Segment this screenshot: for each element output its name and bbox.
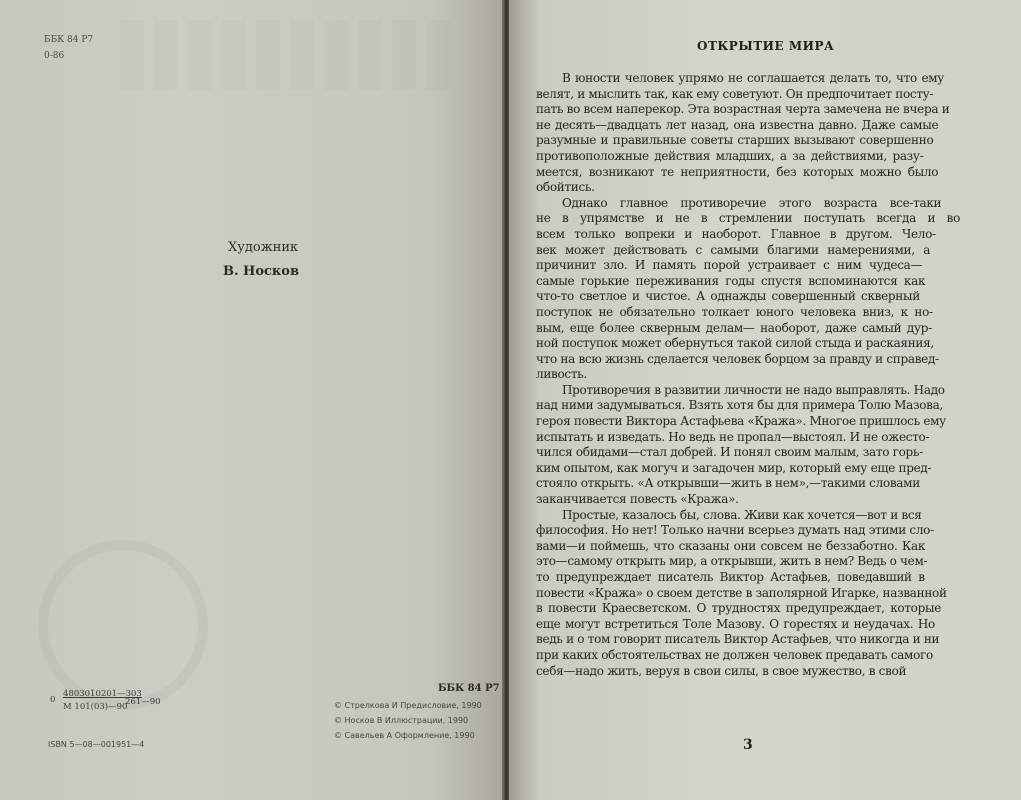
author-code-top: 0-86 [44, 51, 65, 61]
copyright-line: © Савельев А Оформление, 1990 [334, 731, 475, 740]
text-line: над ними задумываться. Взять хотя бы для примера Толю Мазова, [536, 398, 943, 413]
text-line: при каких обстоятельствах не должен человек предавать самого [536, 647, 933, 662]
chapter-title: ОТКРЫТИЕ МИРА [697, 39, 835, 53]
text-line: что-то светлое и чистое. А однажды совершенный скверный [536, 289, 920, 304]
body-text [536, 71, 972, 679]
text-line: вым, еще более скверным делам— наоборот, даже самый дур- [536, 320, 932, 335]
text-line: в повести Краесветском. О трудностях предупреждает, которые [536, 601, 942, 616]
text-line: чился обидами—стал добрей. И понял своим малым, зато горь- [536, 445, 923, 460]
artist-name: В. Носков [223, 264, 300, 279]
text-line: то предупреждает писатель Виктор Астафьев, поведавший в [536, 570, 925, 584]
text-line: заканчивается повесть «Кража». [536, 492, 739, 507]
copyright-line: © Носков В Иллюстрации, 1990 [334, 716, 469, 725]
text-line: противоположные действия младших, а за действиями, разу- [536, 148, 924, 163]
artist-label: Художник [228, 240, 299, 255]
text-line: всем только вопреки и наоборот. Главное в другом. Чело- [536, 226, 936, 241]
text-line: философия. Но нет! Только начни всерьез думать над этими сло- [536, 523, 934, 538]
text-line: Простые, казалось бы, слова. Живи как хочется—вот и вся [562, 507, 922, 522]
text-line: пать во всем наперекор. Эта возрастная черта замечена не вчера и [536, 102, 950, 117]
isbn: ISBN 5—08—001951—4 [48, 740, 145, 749]
text-line: ким опытом, как могуч и загадочен мир, который ему еще пред- [536, 460, 932, 475]
text-line: меется, возникают те неприятности, без которых можно было [536, 164, 939, 179]
price-code: 261—90 [125, 697, 161, 707]
text-line: что на всю жизнь сделается человек борцом за правду и справед- [536, 351, 939, 366]
text-line: испытать и изведать. Но ведь не пропал—выстоял. И не ожесто- [536, 429, 930, 444]
text-line: это—самому открыть мир, а открывши, жить в нем? Ведь о чем- [536, 554, 928, 569]
text-line: вами—и поймешь, что сказаны они совсем не беззаботно. Как [536, 538, 926, 553]
text-line: повести «Кража» о своем детстве в заполярной Игарке, названной [536, 585, 947, 600]
text-line: Противоречия в развитии личности не надо выправлять. Надо [562, 382, 945, 397]
text-line: самые горькие переживания годы спустя вспоминаются как [536, 273, 926, 288]
text-line: стояло открыть. «А открывши—жить в нем»,—такими словами [536, 476, 920, 491]
m-code: М 101(03)—90 [63, 702, 128, 712]
imprint-number: 4803010201—303 [63, 689, 142, 699]
page-number: 3 [743, 737, 753, 753]
text-line: поступок не обязательно толкает юного человека вниз, к но- [536, 304, 933, 319]
text-line: не в упрямстве и не в стремлении поступать всегда и во [536, 211, 961, 226]
copyright-line: © Стрелкова И Предисловие, 1990 [334, 701, 482, 710]
bbk-code-top: ББК 84 Р7 [44, 35, 94, 45]
text-line: велят, и мыслить так, как ему советуют. Он предпочитает посту- [536, 86, 934, 101]
left-page [0, 0, 505, 800]
text-line: Однако главное противоречие этого возраста все-таки [562, 195, 942, 210]
text-line: героя повести Виктора Астафьева «Кража». Многое пришлось ему [536, 414, 946, 429]
imprint-prefix: 0 [50, 695, 56, 705]
show-through-emblem [38, 540, 208, 710]
text-line: ливость. [536, 367, 587, 382]
text-line: В юности человек упрямо не соглашается делать то, что ему [562, 71, 945, 85]
bbk-code-bottom: ББК 84 Р7 [438, 683, 500, 694]
text-line: себя—надо жить, веруя в свои силы, в свое мужество, в свой [536, 663, 907, 678]
copyright-block [334, 698, 482, 743]
text-line: разумные и правильные советы старших вызывают совершенно [536, 133, 934, 148]
text-line: обойтись. [536, 180, 595, 195]
text-line: век может действовать с самыми благими намерениями, а [536, 242, 931, 257]
text-line: причинит зло. И память порой устраивает с ним чудеса— [536, 258, 923, 273]
show-through-print [120, 20, 460, 90]
text-line: не десять—двадцать лет назад, она известна давно. Даже самые [536, 117, 939, 132]
text-line: еще могут встретиться Толе Мазову. О горестях и неудачах. Но [536, 616, 935, 631]
text-line: ной поступок может обернуться такой силой стыда и раскаяния, [536, 336, 934, 351]
text-line: ведь и о том говорит писатель Виктор Астафьев, что никогда и ни [536, 632, 940, 647]
